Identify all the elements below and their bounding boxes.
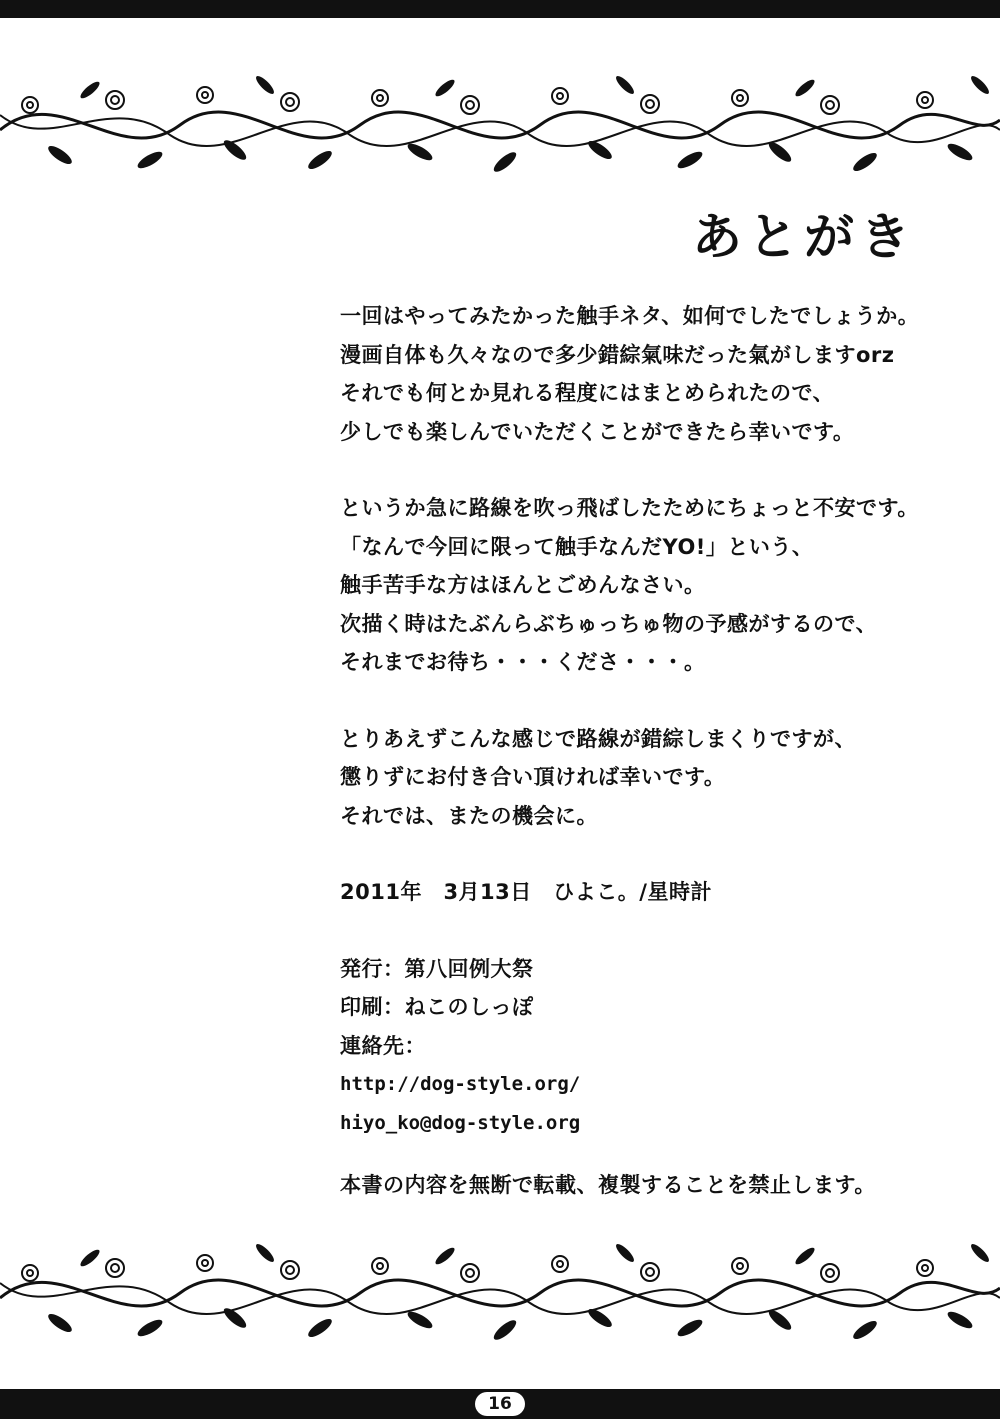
text-line: 一回はやってみたかった触手ネタ、如何でしたでしょうか。 xyxy=(340,304,920,328)
floral-vine-border-bottom-icon xyxy=(0,1228,1000,1358)
text-line: 漫画自体も久々なので多少錯綜氣味だった氣がしますorz xyxy=(340,342,895,367)
signature-date: 2011年 3月13日 ひよこ。/星時計 xyxy=(340,880,712,904)
paragraph-gap xyxy=(340,835,980,873)
paragraph-gap xyxy=(340,451,980,489)
contact-email-link[interactable]: hiyo_ko@dog-style.org xyxy=(340,1111,581,1134)
text-line: それでも何とか見れる程度にはまとめられたので、 xyxy=(340,381,835,405)
afterword-body xyxy=(340,297,980,1205)
paragraph-3 xyxy=(340,720,980,836)
text-line: というか急に路線を吹っ飛ばしたためにちょっと不安です。 xyxy=(340,496,919,520)
publisher-line: 発行：第八回例大祭 xyxy=(340,956,534,981)
page-number: 16 xyxy=(475,1392,525,1416)
colophon xyxy=(340,950,980,1143)
text-line: 「なんで今回に限って触手なんだYO!」という、 xyxy=(340,534,814,559)
text-line: 次描く時はたぶんらぶちゅっちゅ物の予感がするので、 xyxy=(340,611,878,636)
floral-vine-border-top-icon xyxy=(0,60,1000,190)
text-line: 少しでも楽しんでいただくことができたら幸いです。 xyxy=(340,419,855,444)
copyright-notice: 本書の内容を無断で転載、複製することを禁止します。 xyxy=(340,1173,876,1197)
paragraph-1 xyxy=(340,297,980,451)
text-line: とりあえずこんな感じで路線が錯綜しまくりですが、 xyxy=(340,726,856,751)
text-line: それまでお待ち・・・くださ・・・。 xyxy=(340,650,706,674)
top-border-bar xyxy=(0,0,1000,18)
contact-url-link[interactable]: http://dog-style.org/ xyxy=(340,1073,581,1095)
paragraph-gap xyxy=(340,912,980,950)
text-line: 懲りずにお付き合い頂ければ幸いです。 xyxy=(340,765,726,789)
text-line: それでは、またの機会に。 xyxy=(340,803,598,828)
page-title: あとがき xyxy=(692,208,916,266)
paragraph-2 xyxy=(340,489,980,682)
printer-line: 印刷：ねこのしっぽ xyxy=(340,995,534,1019)
paragraph-gap xyxy=(340,682,980,720)
text-line: 触手苦手な方はほんとごめんなさい。 xyxy=(340,573,706,597)
paragraph-gap xyxy=(340,1142,980,1166)
contact-label: 連絡先： xyxy=(340,1033,426,1058)
